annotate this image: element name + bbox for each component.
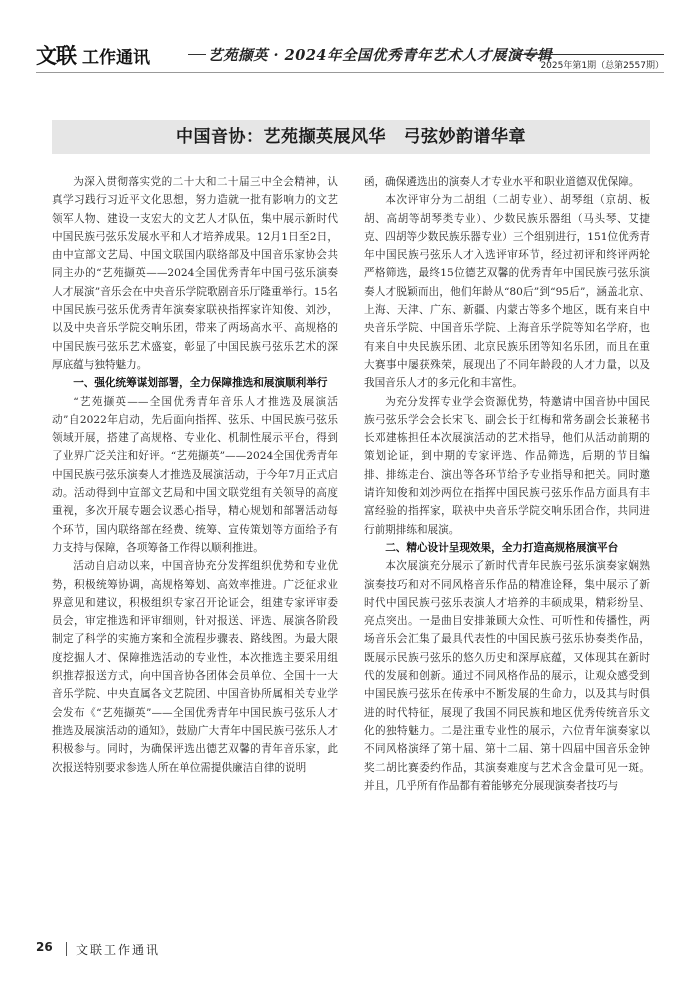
- publication-name: 工作通讯: [82, 48, 150, 68]
- page-number: 26: [36, 940, 53, 954]
- article-title: 中国音协：艺苑撷英展风华 弓弦妙韵谱华章: [176, 127, 526, 147]
- masthead-rule: [36, 72, 664, 73]
- footer-divider: [66, 942, 67, 956]
- column-title: 艺苑撷英 · 2024年全国优秀青年艺术人才展演专辑: [208, 47, 552, 64]
- paragraph: 为深入贯彻落实党的二十大和二十届三中全会精神，认真学习践行习近平文化思想，努力造就一批有影响力的文艺领军人物、建设一支宏大的文艺人才队伍，集中展示新时代中国民族弓弦乐发展水平和人才培养成果。12月1日至2日，由中宣部文艺局、中国文联国内联络部及中国音乐家协会共同主办的“艺苑撷英——2024全国优秀青年中国弓弦乐演奏人才展演”音乐会在中央音乐学院歌剧音乐厅隆重举行。15名中国民族弓弦乐优秀青年演奏家联袂指挥家许知俊、刘沙，以及中央音乐学院交响乐团，带来了两场高水平、高规格的中国民族弓弦乐艺术盛宴，彰显了中国民族弓弦乐艺术的深厚底蕴与独特魅力。: [52, 176, 338, 371]
- paragraph: “艺苑撷英——全国优秀青年音乐人才推选及展演活动”自2022年启动，先后面向指挥、弦乐、中国民族弓弦乐领域开展，搭建了高规格、专业化、机制性展示平台，得到了业界广泛关注和好评。“艺苑撷英”——2024全国优秀青年中国民族弓弦乐演奏人才推选及展演活动，于今年7月正式启动。活动得到中宣部文艺局和中国文联党组有关领导的高度重视，多次开展专题会议悉心指导，精心规划和部署活动每个环节，国内联络部在经费、统筹、宣传策划等方面给予有力支持与保障，各项筹备工作得以顺利推进。: [52, 395, 338, 554]
- paragraph: 活动自启动以来，中国音协充分发挥组织优势和专业优势，积极统筹协调，高规格筹划、高效率推进。广泛征求业界意见和建议，积极组织专家召开论证会，组建专家评审委员会，审定推选和评审细则，针对报送、评选、展演各阶段制定了科学的实施方案和全流程步骤表、路线图。为最大限度挖掘人才、保障推选活动的专业性，本次推选主要采用组织推荐报送方式，向中国音协各团体会员单位、全国十一大音乐学院、中央直属各文艺院团、中国音协所属相关专业学会发布《“艺苑撷英”——全国优秀青年中国民族弓弦乐人才推选及展演活动的通知》，鼓励广大青年中国民族弓弦乐人才积极参与。同时，为确保评选出德艺双馨的青年音乐家，此次报送特别要求参选人所在单位需提供廉洁自律的说明: [52, 560, 338, 774]
- paragraph: 本次评审分为二胡组（二胡专业）、胡琴组（京胡、板胡、高胡等胡琴类专业）、少数民族乐器组（马头琴、艾捷克、四胡等少数民族乐器专业）三个组别进行，151位优秀青年中国民族弓弦乐人才入选评审环节，经过初评和终评两轮严格筛选，最终15位德艺双馨的优秀青年中国民族弓弦乐演奏人才脱颖而出，他们年龄从“80后”到“95后”，涵盖北京、上海、天津、广东、新疆、内蒙古等多个地区，既有来自中央音乐学院、中国音乐学院、上海音乐学院等知名学府，也有来自中央民族乐团、北京民族乐团等知名乐团，而且在重大赛事中屡获殊荣，展现出了不同年龄段的人才力量，以及我国音乐人才的多元化和丰富性。: [364, 194, 650, 390]
- masthead: [36, 36, 664, 70]
- left-column: [52, 173, 338, 777]
- masthead-divider-right: [518, 54, 664, 55]
- section-heading-2: 二、精心设计呈现效果，全力打造高规格展演平台: [385, 541, 619, 554]
- section-heading-1: 一、强化统筹谋划部署，全力保障推选和展演顺利举行: [73, 377, 328, 390]
- masthead-divider: [188, 54, 206, 55]
- paragraph-continued: 函，确保遴选出的演奏人才专业水平和职业道德双优保障。: [364, 176, 640, 188]
- paragraph: 为充分发挥专业学会资源优势，特邀请中国音协中国民族弓弦乐学会会长宋飞、副会长于红梅和常务副会长兼秘书长邓建栋担任本次展演活动的艺术指导，他们从活动前期的策划论证，到中期的专家评选、作品筛选，后期的节目编排、排练走台、演出等各环节给予专业指导和把关。同时邀请许知俊和刘沙两位在指挥中国民族弓弦乐作品方面具有丰富经验的指挥家，联袂中央音乐学院交响乐团合作，共同进行前期排练和展演。: [364, 395, 650, 536]
- right-column: [364, 173, 650, 795]
- paragraph: 本次展演充分展示了新时代青年民族弓弦乐演奏家娴熟演奏技巧和对不同风格音乐作品的精准诠释，集中展示了新时代中国民族弓弦乐表演人才培养的丰硕成果，精彩纷呈、亮点突出。一是曲目安排兼顾大众性、可听性和传播性，两场音乐会汇集了最具代表性的中国民族弓弦乐协奏类作品，既展示民族弓弦乐的悠久历史和深厚底蕴，又体现其在新时代的发展和创新。通过不同风格作品的展示，让观众感受到中国民族弓弦乐在传承中不断发展的生命力，以及其与时俱进的时代特征，展现了我国不同民族和地区优秀传统音乐文化的独特魅力。二是注重专业性的展示，六位青年演奏家以不同风格演绎了第十届、第十二届、第十四届中国音乐金钟奖二胡比赛委约作品，其演奏难度与艺术含金量可见一斑。并且，几乎所有作品都有着能够充分展现演奏者技巧与: [364, 560, 650, 792]
- article-title-band: [52, 120, 650, 154]
- issue-number: 2025年第1期（总第2557期）: [540, 61, 664, 71]
- footer-publication: 文联工作通讯: [76, 943, 161, 957]
- publication-logo: 文联: [36, 44, 76, 68]
